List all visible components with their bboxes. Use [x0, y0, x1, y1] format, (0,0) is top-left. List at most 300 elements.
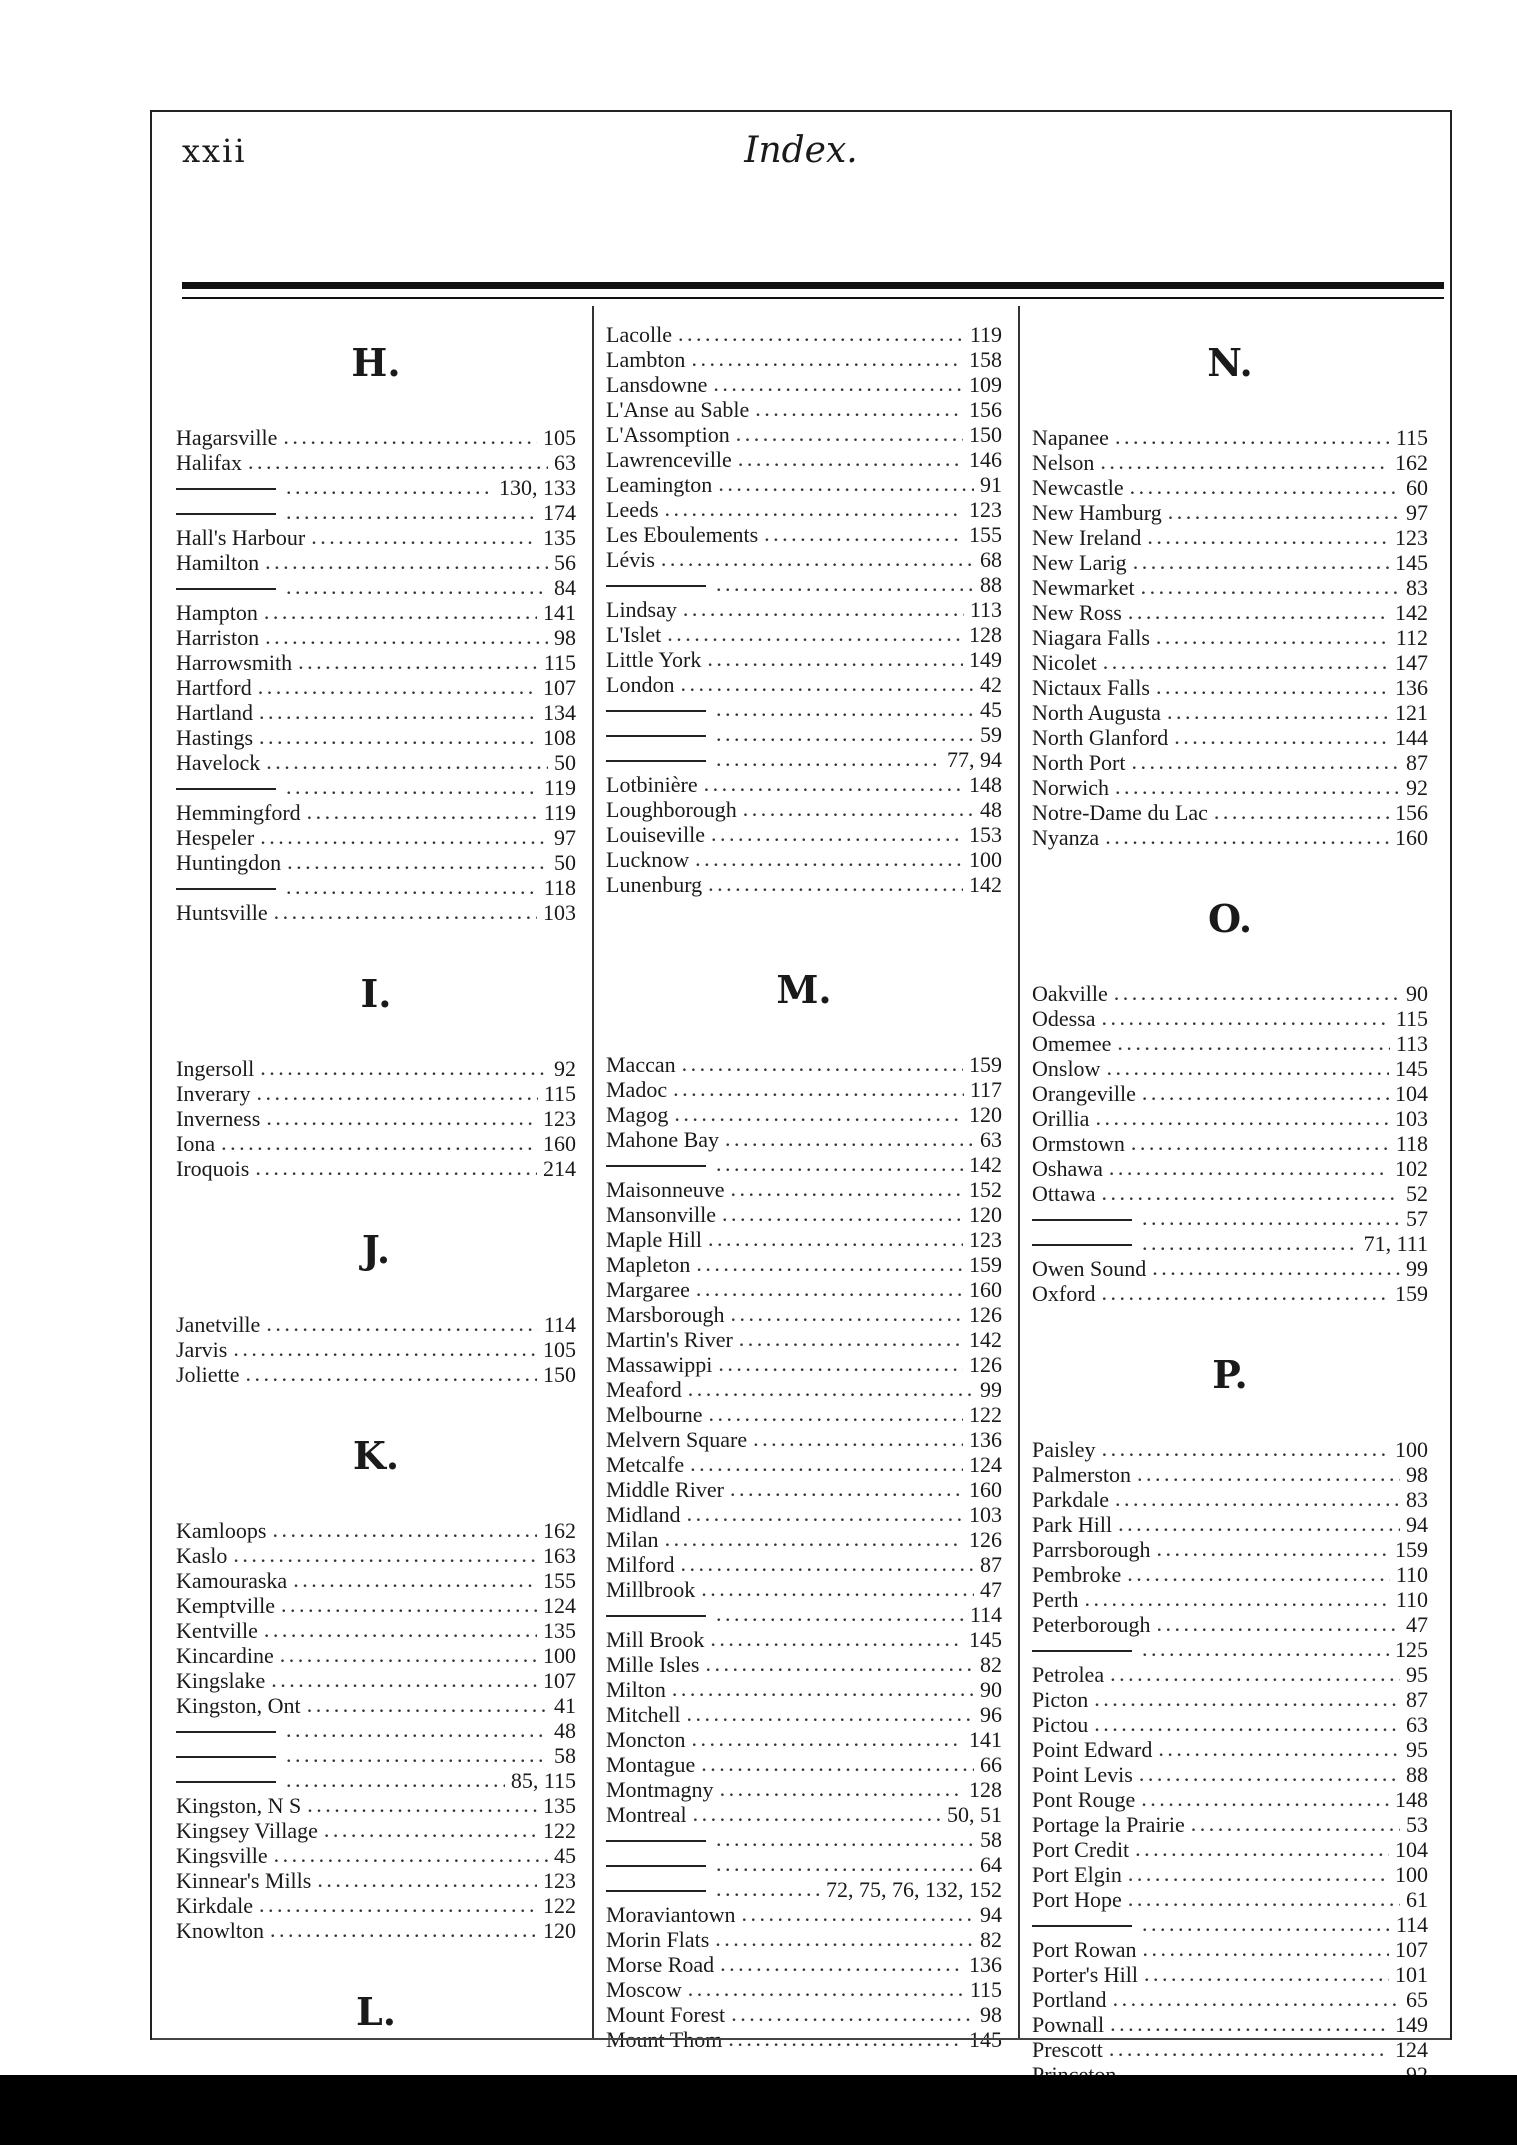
- entry-name: Prescott: [1032, 2037, 1103, 2062]
- entry-name: Hastings: [176, 725, 253, 750]
- entry-pages: 214: [543, 1156, 576, 1181]
- dot-leader: [739, 1326, 963, 1351]
- dot-leader: [716, 721, 974, 746]
- entry-pages: 163: [543, 1543, 576, 1568]
- entry-name: Nelson: [1032, 450, 1095, 475]
- index-entry: [176, 900, 576, 925]
- entry-pages: 120: [543, 1918, 576, 1943]
- entry-name: New Hamburg: [1032, 500, 1162, 525]
- index-entry: [606, 1077, 1002, 1102]
- entry-name: Pictou: [1032, 1712, 1089, 1737]
- index-entry: [606, 1302, 1002, 1327]
- index-entry: [606, 1952, 1002, 1977]
- ditto-dash: [606, 735, 706, 737]
- index-entry: [176, 1893, 576, 1918]
- entry-pages: 147: [1395, 650, 1428, 675]
- dot-leader: [691, 346, 963, 371]
- dot-leader: [266, 1105, 537, 1130]
- entry-pages: 142: [969, 1327, 1002, 1352]
- entry-pages: 135: [543, 525, 576, 550]
- entry-name: Knowlton: [176, 1918, 264, 1943]
- entry-name: Mille Isles: [606, 1652, 700, 1677]
- entry-pages: 105: [543, 425, 576, 450]
- dot-leader: [1156, 674, 1389, 699]
- ditto-dash: [176, 488, 276, 490]
- entry-pages: 91: [980, 472, 1002, 497]
- index-entry: [176, 800, 576, 825]
- index-entry: [176, 1743, 576, 1768]
- entry-name: Milan: [606, 1527, 659, 1552]
- entry-pages: 58: [980, 1827, 1002, 1852]
- dot-leader: [716, 1151, 963, 1176]
- dot-leader: [233, 1336, 537, 1361]
- dot-leader: [1141, 1786, 1389, 1811]
- index-entry: [606, 1777, 1002, 1802]
- dot-leader: [742, 1901, 974, 1926]
- index-entry: [606, 1677, 1002, 1702]
- index-entry: [176, 475, 576, 500]
- entry-name: New Larig: [1032, 550, 1127, 575]
- entry-name: Iroquois: [176, 1156, 250, 1181]
- index-entry: [176, 1131, 576, 1156]
- dot-leader: [709, 1401, 963, 1426]
- entry-pages: 95: [1406, 1737, 1428, 1762]
- entry-name: Portland: [1032, 1987, 1107, 2012]
- index-entry: [606, 1702, 1002, 1727]
- dot-leader: [1106, 1055, 1389, 1080]
- dot-leader: [283, 424, 537, 449]
- dot-leader: [683, 596, 964, 621]
- dot-leader: [221, 1130, 537, 1155]
- entry-name: Notre-Dame du Lac: [1032, 800, 1208, 825]
- entry-name: Maple Hill: [606, 1227, 702, 1252]
- entry-pages: 72, 75, 76, 132, 152: [826, 1877, 1002, 1902]
- entry-pages: 100: [969, 847, 1002, 872]
- dot-leader: [707, 646, 963, 671]
- entry-pages: 97: [554, 825, 576, 850]
- index-entry: [176, 700, 576, 725]
- dot-leader: [665, 1526, 963, 1551]
- index-entry: [1032, 775, 1428, 800]
- entry-pages: 148: [969, 772, 1002, 797]
- dot-leader: [1131, 1130, 1390, 1155]
- entry-name: Lévis: [606, 547, 655, 572]
- entry-pages: 65: [1406, 1987, 1428, 2012]
- entry-name: Meaford: [606, 1377, 682, 1402]
- dot-leader: [708, 1226, 963, 1251]
- entry-pages: 41: [554, 1693, 576, 1718]
- entry-pages: 90: [980, 1677, 1002, 1702]
- dot-leader: [688, 1376, 974, 1401]
- entry-pages: 144: [1395, 725, 1428, 750]
- entry-name: New Ross: [1032, 600, 1122, 625]
- index-entry: [1032, 1131, 1428, 1156]
- dot-leader: [696, 1251, 963, 1276]
- entry-pages: 119: [543, 800, 576, 825]
- index-entry: [606, 822, 1002, 847]
- entry-name: Kingston, Ont: [176, 1693, 301, 1718]
- dot-leader: [233, 1542, 537, 1567]
- entry-pages: 155: [543, 1568, 576, 1593]
- entry-pages: 145: [969, 1627, 1002, 1652]
- entry-pages: 136: [1395, 675, 1428, 700]
- index-entry: [606, 1202, 1002, 1227]
- index-entry: [1032, 825, 1428, 850]
- ditto-dash: [176, 513, 276, 515]
- index-entry: [606, 1477, 1002, 1502]
- entry-name: Hall's Harbour: [176, 525, 306, 550]
- dot-leader: [1118, 1511, 1400, 1536]
- entry-name: North Augusta: [1032, 700, 1161, 725]
- ditto-dash: [176, 1756, 276, 1758]
- entry-pages: 128: [969, 622, 1002, 647]
- entry-name: Lunenburg: [606, 872, 703, 897]
- index-entry: [1032, 1487, 1428, 1512]
- dot-leader: [1141, 574, 1400, 599]
- dot-leader: [1115, 424, 1390, 449]
- dot-leader: [672, 1676, 974, 1701]
- dot-leader: [248, 449, 548, 474]
- entry-pages: 99: [980, 1377, 1002, 1402]
- entry-pages: 63: [554, 450, 576, 475]
- entry-pages: 109: [969, 372, 1002, 397]
- dot-leader: [1130, 474, 1400, 499]
- entry-pages: 92: [1406, 775, 1428, 800]
- entry-pages: 124: [969, 1452, 1002, 1477]
- entry-name: Milford: [606, 1552, 675, 1577]
- index-entry: [606, 1327, 1002, 1352]
- index-entry: [176, 1668, 576, 1693]
- entry-pages: 114: [543, 1312, 576, 1337]
- entry-pages: 83: [1406, 1487, 1428, 1512]
- index-entry: [606, 1802, 1002, 1827]
- entry-pages: 120: [969, 1202, 1002, 1227]
- dot-leader: [264, 1617, 537, 1642]
- entry-pages: 87: [1406, 750, 1428, 775]
- index-entry: [176, 1868, 576, 1893]
- entry-pages: 47: [980, 1577, 1002, 1602]
- entry-name: Harriston: [176, 625, 260, 650]
- dot-leader: [1115, 1486, 1400, 1511]
- dot-leader: [687, 1501, 963, 1526]
- entry-name: Pembroke: [1032, 1562, 1122, 1587]
- entry-name: Paisley: [1032, 1437, 1096, 1462]
- index-entry: [1032, 1256, 1428, 1281]
- index-entry: [606, 1452, 1002, 1477]
- entry-pages: 159: [969, 1052, 1002, 1077]
- dot-leader: [1167, 699, 1389, 724]
- entry-pages: 60: [1406, 475, 1428, 500]
- entry-pages: 105: [543, 1337, 576, 1362]
- index-entry: [1032, 1912, 1428, 1937]
- entry-name: Massawippi: [606, 1352, 713, 1377]
- dot-leader: [708, 871, 963, 896]
- index-entry: [1032, 425, 1428, 450]
- entry-name: Martin's River: [606, 1327, 733, 1352]
- entry-name: Kingston, N S: [176, 1793, 302, 1818]
- index-entry: [606, 322, 1002, 347]
- entry-pages: 97: [1406, 500, 1428, 525]
- entry-name: Montmagny: [606, 1777, 714, 1802]
- entry-pages: 85, 115: [510, 1768, 576, 1793]
- dot-leader: [307, 1692, 548, 1717]
- index-entry: [606, 472, 1002, 497]
- header-rule-thin: [182, 297, 1444, 299]
- entry-pages: 115: [969, 1977, 1002, 2002]
- index-entry: [606, 1527, 1002, 1552]
- entry-name: Niagara Falls: [1032, 625, 1150, 650]
- entry-pages: 100: [1395, 1862, 1428, 1887]
- entry-pages: 96: [980, 1702, 1002, 1727]
- entry-pages: 77, 94: [947, 747, 1002, 772]
- dot-leader: [260, 824, 548, 849]
- entry-name: Huntsville: [176, 900, 268, 925]
- entry-pages: 92: [554, 1056, 576, 1081]
- entry-pages: 50, 51: [947, 1802, 1002, 1827]
- entry-pages: 66: [980, 1752, 1002, 1777]
- entry-pages: 156: [969, 397, 1002, 422]
- entry-name: Mount Forest: [606, 2002, 726, 2027]
- entry-pages: 123: [543, 1106, 576, 1131]
- entry-pages: 107: [1395, 1937, 1428, 1962]
- dot-leader: [731, 1301, 963, 1326]
- index-entry: [606, 1352, 1002, 1377]
- entry-pages: 47: [1406, 1612, 1428, 1637]
- index-entry: [1032, 500, 1428, 525]
- index-entry: [1032, 1862, 1428, 1887]
- entry-pages: 88: [1406, 1762, 1428, 1787]
- ditto-dash: [606, 585, 706, 587]
- index-entry: [1032, 450, 1428, 475]
- index-entry: [1032, 1562, 1428, 1587]
- index-entry: [606, 672, 1002, 697]
- section-heading: I.: [360, 971, 392, 1016]
- dot-leader: [716, 1876, 820, 1901]
- entry-pages: 160: [543, 1131, 576, 1156]
- entry-pages: 45: [980, 697, 1002, 722]
- dot-leader: [1127, 1561, 1390, 1586]
- entry-pages: 128: [969, 1777, 1002, 1802]
- entry-name: Havelock: [176, 750, 261, 775]
- dot-leader: [674, 1101, 963, 1126]
- dot-leader: [264, 599, 537, 624]
- section-heading: J.: [361, 1227, 391, 1272]
- entry-name: North Port: [1032, 750, 1126, 775]
- dot-leader: [265, 549, 548, 574]
- entry-pages: 153: [969, 822, 1002, 847]
- index-entry: [1032, 1156, 1428, 1181]
- entry-pages: 160: [1395, 825, 1428, 850]
- entry-pages: 82: [980, 1652, 1002, 1677]
- entry-name: Midland: [606, 1502, 681, 1527]
- entry-name: Parkdale: [1032, 1487, 1109, 1512]
- index-entry: [1032, 1587, 1428, 1612]
- index-entry: [176, 1081, 576, 1106]
- dot-leader: [688, 1976, 964, 2001]
- entry-name: Owen Sound: [1032, 1256, 1147, 1281]
- entry-name: Point Edward: [1032, 1737, 1153, 1762]
- entry-pages: 158: [969, 347, 1002, 372]
- entry-pages: 149: [1395, 2012, 1428, 2037]
- dot-leader: [265, 624, 548, 649]
- index-entry: [176, 1618, 576, 1643]
- index-entry: [606, 1852, 1002, 1877]
- entry-name: Nictaux Falls: [1032, 675, 1150, 700]
- dot-leader: [725, 1126, 974, 1151]
- dot-leader: [715, 1926, 974, 1951]
- section-heading: L.: [356, 1989, 396, 2034]
- entry-name: Hespeler: [176, 825, 255, 850]
- index-entry: [1032, 1887, 1428, 1912]
- entry-name: Lindsay: [606, 597, 677, 622]
- index-entry: [176, 525, 576, 550]
- dot-leader: [1144, 1961, 1389, 1986]
- ditto-dash: [176, 588, 276, 590]
- entry-name: Montreal: [606, 1802, 687, 1827]
- entry-name: New Ireland: [1032, 525, 1142, 550]
- entry-name: Leamington: [606, 472, 713, 497]
- dot-leader: [1142, 1205, 1400, 1230]
- index-entry: [176, 725, 576, 750]
- index-entry: [1032, 1737, 1428, 1762]
- entry-pages: 119: [543, 775, 576, 800]
- index-entry: [1032, 550, 1428, 575]
- dot-leader: [1128, 599, 1389, 624]
- index-entry: [606, 1977, 1002, 2002]
- entry-name: Oxford: [1032, 1281, 1096, 1306]
- dot-leader: [687, 1701, 974, 1726]
- index-column-3: [1018, 306, 1428, 2062]
- entry-name: Mapleton: [606, 1252, 691, 1277]
- entry-pages: 82: [980, 1927, 1002, 1952]
- entry-pages: 159: [1395, 1281, 1428, 1306]
- entry-pages: 174: [543, 500, 576, 525]
- entry-name: Hemmingford: [176, 800, 301, 825]
- entry-pages: 126: [969, 1527, 1002, 1552]
- dot-leader: [311, 524, 537, 549]
- entry-name: Norwich: [1032, 775, 1109, 800]
- index-entry: [606, 1277, 1002, 1302]
- entry-name: Orillia: [1032, 1106, 1090, 1131]
- dot-leader: [1174, 724, 1389, 749]
- dot-leader: [1142, 1636, 1389, 1661]
- ditto-dash: [176, 788, 276, 790]
- entry-name: Kamouraska: [176, 1568, 288, 1593]
- entry-pages: 126: [969, 1302, 1002, 1327]
- dot-leader: [1114, 980, 1400, 1005]
- index-entry: [176, 450, 576, 475]
- index-entry: [1032, 600, 1428, 625]
- dot-leader: [711, 821, 963, 846]
- index-entry: [1032, 525, 1428, 550]
- entry-name: Pownall: [1032, 2012, 1105, 2037]
- dot-leader: [286, 499, 537, 524]
- entry-name: Kingsey Village: [176, 1818, 318, 1843]
- index-entry: [606, 847, 1002, 872]
- ditto-dash: [1032, 1219, 1132, 1221]
- entry-pages: 142: [1395, 600, 1428, 625]
- entry-name: Nyanza: [1032, 825, 1100, 850]
- index-entry: [606, 1927, 1002, 1952]
- dot-leader: [286, 574, 548, 599]
- entry-name: Port Hope: [1032, 1887, 1122, 1912]
- dot-leader: [1142, 1080, 1389, 1105]
- entry-name: Kinnear's Mills: [176, 1868, 312, 1893]
- index-entry: [606, 597, 1002, 622]
- entry-name: Jarvis: [176, 1337, 228, 1362]
- index-entry: [1032, 1962, 1428, 1987]
- entry-pages: 48: [554, 1718, 576, 1743]
- index-entry: [176, 1337, 576, 1362]
- index-entry: [1032, 800, 1428, 825]
- index-entry: [606, 372, 1002, 397]
- index-entry: [1032, 750, 1428, 775]
- entry-name: Kaslo: [176, 1543, 228, 1568]
- dot-leader: [764, 521, 963, 546]
- index-entry: [606, 747, 1002, 772]
- entry-name: Milton: [606, 1677, 666, 1702]
- entry-name: Louiseville: [606, 822, 705, 847]
- entry-pages: 135: [543, 1618, 576, 1643]
- dot-leader: [1133, 549, 1389, 574]
- index-entry: [1032, 1512, 1428, 1537]
- entry-name: Newmarket: [1032, 575, 1135, 600]
- index-entry: [176, 1056, 576, 1081]
- dot-leader: [1113, 1986, 1400, 2011]
- dot-leader: [307, 1792, 537, 1817]
- dot-leader: [293, 1567, 537, 1592]
- entry-pages: 120: [969, 1102, 1002, 1127]
- dot-leader: [286, 774, 538, 799]
- dot-leader: [722, 1201, 963, 1226]
- index-entry: [1032, 1712, 1428, 1737]
- dot-leader: [1191, 1811, 1400, 1836]
- entry-name: Middle River: [606, 1477, 724, 1502]
- index-entry: [1032, 1181, 1428, 1206]
- entry-pages: 95: [1406, 1662, 1428, 1687]
- index-column-2: [592, 306, 1002, 2052]
- dot-leader: [1094, 1711, 1400, 1736]
- dot-leader: [1143, 1936, 1390, 1961]
- dot-leader: [1128, 1886, 1400, 1911]
- entry-name: Millbrook: [606, 1577, 696, 1602]
- entry-pages: 123: [543, 1868, 576, 1893]
- dot-leader: [1102, 1180, 1400, 1205]
- section-heading: H.: [351, 340, 401, 385]
- index-entry: [176, 825, 576, 850]
- entry-name: Park Hill: [1032, 1512, 1113, 1537]
- dot-leader: [720, 1951, 963, 1976]
- index-entry: [606, 1827, 1002, 1852]
- index-page: [150, 110, 1452, 2062]
- entry-name: Kirkdale: [176, 1893, 253, 1918]
- entry-name: Moncton: [606, 1727, 686, 1752]
- index-entry: [606, 447, 1002, 472]
- entry-pages: 107: [543, 675, 576, 700]
- index-entry: [606, 1902, 1002, 1927]
- entry-name: Morin Flats: [606, 1927, 710, 1952]
- entry-pages: 123: [1395, 525, 1428, 550]
- entry-name: Hampton: [176, 600, 258, 625]
- dot-leader: [693, 1801, 941, 1826]
- index-entry: [1032, 1612, 1428, 1637]
- dot-leader: [1102, 1280, 1389, 1305]
- entry-pages: 64: [980, 1852, 1002, 1877]
- entry-pages: 126: [969, 1352, 1002, 1377]
- entry-pages: 50: [554, 850, 576, 875]
- entry-pages: 108: [543, 725, 576, 750]
- index-entry: [176, 675, 576, 700]
